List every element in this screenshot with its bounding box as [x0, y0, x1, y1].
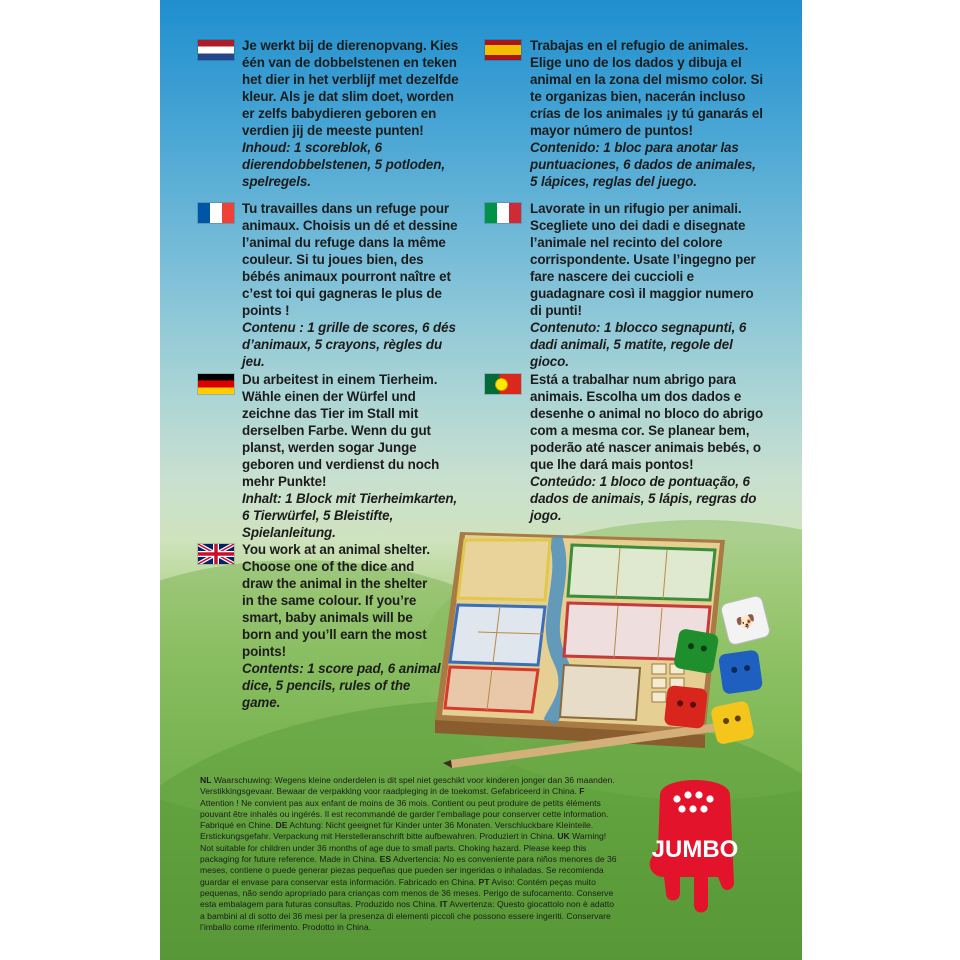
contents: Contenu : 1 grille de scores, 6 dés d’animaux, 5 crayons, règles du jeu.: [242, 320, 456, 369]
brand-name: JUMBO: [651, 836, 739, 863]
warning-code: F: [579, 786, 585, 797]
warning-text: Warning! Not suitable for children under 36 months of age due to small parts. Choking hazard. Please keep this packaging for future reference. Made in China.: [200, 831, 607, 865]
contents: Inhoud: 1 scoreblok, 6 dierendobbelstenen, 5 potloden, spelregels.: [242, 140, 445, 189]
contents: Conteúdo: 1 bloco de pontuação, 6 dados de animais, 5 lápis, regras do jogo.: [530, 474, 757, 523]
safety-warnings: [200, 775, 620, 933]
description: Lavorate in un rifugio per animali. Scegliete uno dei dadi e disegnate l’animale nel recinto del colore corrispondente. Usate l’ingegno per fare nascere dei cuccioli e guadagnare così il maggior numero di punti!: [530, 201, 756, 318]
warning-text: Achtung: Nicht geeignet für Kinder unter 36 Monaten. Verschluckbare Kleinteile. Erstickungsgefahr. Verpackung mit Herstelleranschrift bitte aufbewahren. Produziert in China.: [200, 820, 594, 842]
warning-text: Waarschuwing: Wegens kleine onderdelen is dit spel niet geschikt voor kinderen jonger dan 36 maanden. Verstikkingsgevaar. Bewaar de verpakking voor raadpleging in de toekomst. Gefabriceerd in China.: [200, 775, 615, 797]
warning-code: ES: [379, 854, 392, 865]
warning-code: IT: [439, 899, 448, 910]
contents: Inhalt: 1 Block mit Tierheimkarten, 6 Tierwürfel, 5 Bleistifte, Spielanleitung.: [242, 491, 458, 540]
contents: Contenuto: 1 blocco segnapunti, 6 dadi animali, 5 matite, regole del gioco.: [530, 320, 747, 369]
description: Está a trabalhar num abrigo para animais. Escolha um dos dados e desenhe o animal no bloco do abrigo com a mesma cor. Se planear bem, poderão até nascer animais bebés, o que lhe dará mais pontos!: [530, 372, 764, 472]
description: You work at an animal shelter. Choose one of the dice and draw the animal in the shelter in the same colour. If you’re smart, baby animals will be born and you’ll earn the most points!: [242, 542, 430, 659]
warning-code: PT: [478, 876, 490, 887]
package-back: [160, 0, 802, 960]
svg-text:🐶: 🐶: [733, 610, 758, 634]
description: Je werkt bij de dierenopvang. Kies één van de dobbelstenen en teken het dier in het verblijf met dezelfde kleur. Als je dat slim doet, worden er zelfs babydieren geboren en verdien jij de meeste punten!: [242, 38, 459, 138]
description: Tu travailles dans un refuge pour animaux. Choisis un dé et dessine l’animal du refuge dans la même couleur. Si tu joues bien, des bébés animaux pourront naître et c’est toi qui gagneras le plus de points !: [242, 201, 458, 318]
warning-text: Attention ! Ne convient pas aux enfant de moins de 36 mois. Contient ou peut produire de petits éléments pouvant être inhalés ou ingérés. Il est recommandé de garder l’emballage pour conserver cette information. Fabriqué en Chine.: [200, 797, 609, 831]
description: Du arbeitest in einem Tierheim. Wähle einen der Würfel und zeichne das Tier im Stall mit derselben Farbe. Wenn du gut planst, werden sogar Junge geboren und verdienst du noch mehr Punkte!: [242, 372, 440, 489]
warning-text: Avvertenza: Questo giocattolo non è adatto a bambini al di sotto dei 36 mesi per la presenza di elementi piccoli che possono essere ingeriti. Conservare l’imballo come riferimento. Prodotto in China.: [200, 899, 615, 932]
warning-text: Advertencia: No es conveniente para niños menores de 36 meses, contiene o puede generar piezas pequeñas que pueden ser ingeridas o inhaladas. Se recomienda guardar el envase para conservar esta información. Fabricado en China.: [200, 854, 617, 887]
warning-code: NL: [200, 775, 212, 785]
description: Trabajas en el refugio de animales. Elige uno de los dados y dibuja el animal en la zona del mismo color. Si te organizas bien, nacerán incluso crías de los animales ¡y tú ganarás el mayor número de puntos!: [530, 38, 763, 138]
warning-code: UK: [557, 831, 570, 842]
jumbo-elephant-logo: [630, 765, 760, 925]
warning-text: Aviso: Contém peças muito pequenas, não sendo apropriado para crianças com menos de 36 meses. Perigo de sufocamento. Conserve esta embalagem para futuras consultas. Produzido nos China.: [200, 876, 614, 910]
contents: Contents: 1 score pad, 6 animal dice, 5 pencils, rules of the game.: [242, 661, 441, 710]
warning-code: DE: [275, 820, 288, 831]
contents: Contenido: 1 bloc para anotar las puntuaciones, 6 dados de animales, 5 lápices, reglas del juego.: [530, 140, 756, 189]
